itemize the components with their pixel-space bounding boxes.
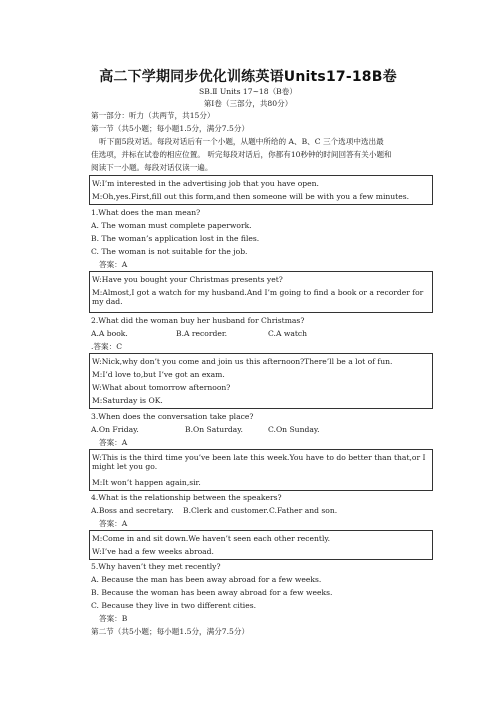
dialogue-box [89, 530, 433, 560]
instruction-line: 佳选项，并标在试卷的相应位置。 听完每段对话后，你都有10秒钟的时间回答有关小题和 [91, 150, 392, 159]
dialogue-line: M:Come in and sit down.We haven’t seen each other recently. [92, 534, 331, 543]
answer: .答案：C [91, 342, 123, 351]
answer: 答案：A [99, 438, 128, 447]
answer: 答案：A [99, 260, 128, 269]
section-heading: 第二节（共5小题；每小题1.5分，满分7.5分） [91, 627, 250, 636]
question: 2.What did the woman buy her husband for Christmas? [91, 316, 305, 325]
dialogue-line: M:It won’t happen again,sir. [92, 478, 201, 487]
question: 3.When does the conversation take place? [91, 412, 254, 421]
volume-heading: 第Ⅰ卷（三部分，共80分） [203, 99, 293, 108]
dialogue-line: W:Nick,why don’t you come and join us this afternoon?There’ll be a lot of fun. [92, 357, 393, 366]
dialogue-box [89, 353, 433, 409]
instruction-line: 阅读下一小题。每段对话仅读一遍。 [91, 163, 213, 172]
subtitle: SB.Ⅱ Units 17~18（B卷） [199, 87, 297, 96]
option: C.A watch [268, 329, 308, 338]
question: 4.What is the relationship between the speakers? [91, 493, 282, 502]
option: A.Boss and secretary. [91, 506, 174, 515]
answer: 答案：B [99, 614, 128, 623]
section-heading: 第一节（共5小题；每小题1.5分，满分7.5分） [91, 124, 250, 133]
option: A. The woman must complete paperwork. [91, 221, 252, 230]
dialogue-line: W:Have you bought your Christmas presents yet? [92, 275, 283, 284]
question: 1.What does the man mean? [91, 208, 201, 217]
option: C. The woman is not suitable for the job. [91, 247, 248, 256]
document-title: 高二下学期同步优化训练英语Units17-18B卷 [99, 69, 397, 85]
part-heading: 第一部分：听力（共两节，共15分） [91, 111, 215, 120]
option: B.On Saturday. [185, 425, 243, 434]
dialogue-line: M:Almost,I got a watch for my husband.And I’m going to find a book or a recorder for my dad. [92, 288, 424, 306]
question: 5.Why haven’t they met recently? [91, 562, 221, 571]
option: C.Father and son. [269, 506, 338, 515]
option: B.Clerk and customer. [183, 506, 269, 515]
option: B.A recorder. [176, 329, 228, 338]
option: B. The woman’s application lost in the files. [91, 234, 260, 243]
answer: 答案：A [99, 519, 128, 528]
dialogue-box [89, 449, 433, 491]
dialogue-line: M:Saturday is OK. [92, 396, 163, 405]
dialogue-line: M:I’d love to,but I’ve got an exam. [92, 370, 225, 379]
option: C.On Sunday. [268, 425, 320, 434]
instruction-line: 听下面5段对话。每段对话后有一个小题，从题中所给的 A、B、C 三个选项中选出最 [99, 137, 384, 146]
dialogue-box [89, 175, 433, 205]
dialogue-line: W:What about tomorrow afternoon? [92, 383, 231, 392]
dialogue-line: W:I’ve had a few weeks abroad. [92, 547, 214, 556]
option: A.A book. [91, 329, 128, 338]
option: B. Because the woman has been away abroad for a few weeks. [91, 588, 333, 597]
dialogue-line: W:I’m interested in the advertising job that you have open. [92, 179, 319, 188]
dialogue-line: W:This is the third time you’ve been late this week.You have to do better than that,or I might let you go. [92, 453, 426, 471]
dialogue-box [89, 271, 433, 313]
dialogue-line: M:Oh,yes.First,fill out this form,and then someone will be with you a few minutes. [92, 192, 410, 201]
option: A. Because the man has been away abroad for a few weeks. [91, 575, 322, 584]
option: C. Because they live in two different cities. [91, 601, 257, 610]
option: A.On Friday. [91, 425, 139, 434]
